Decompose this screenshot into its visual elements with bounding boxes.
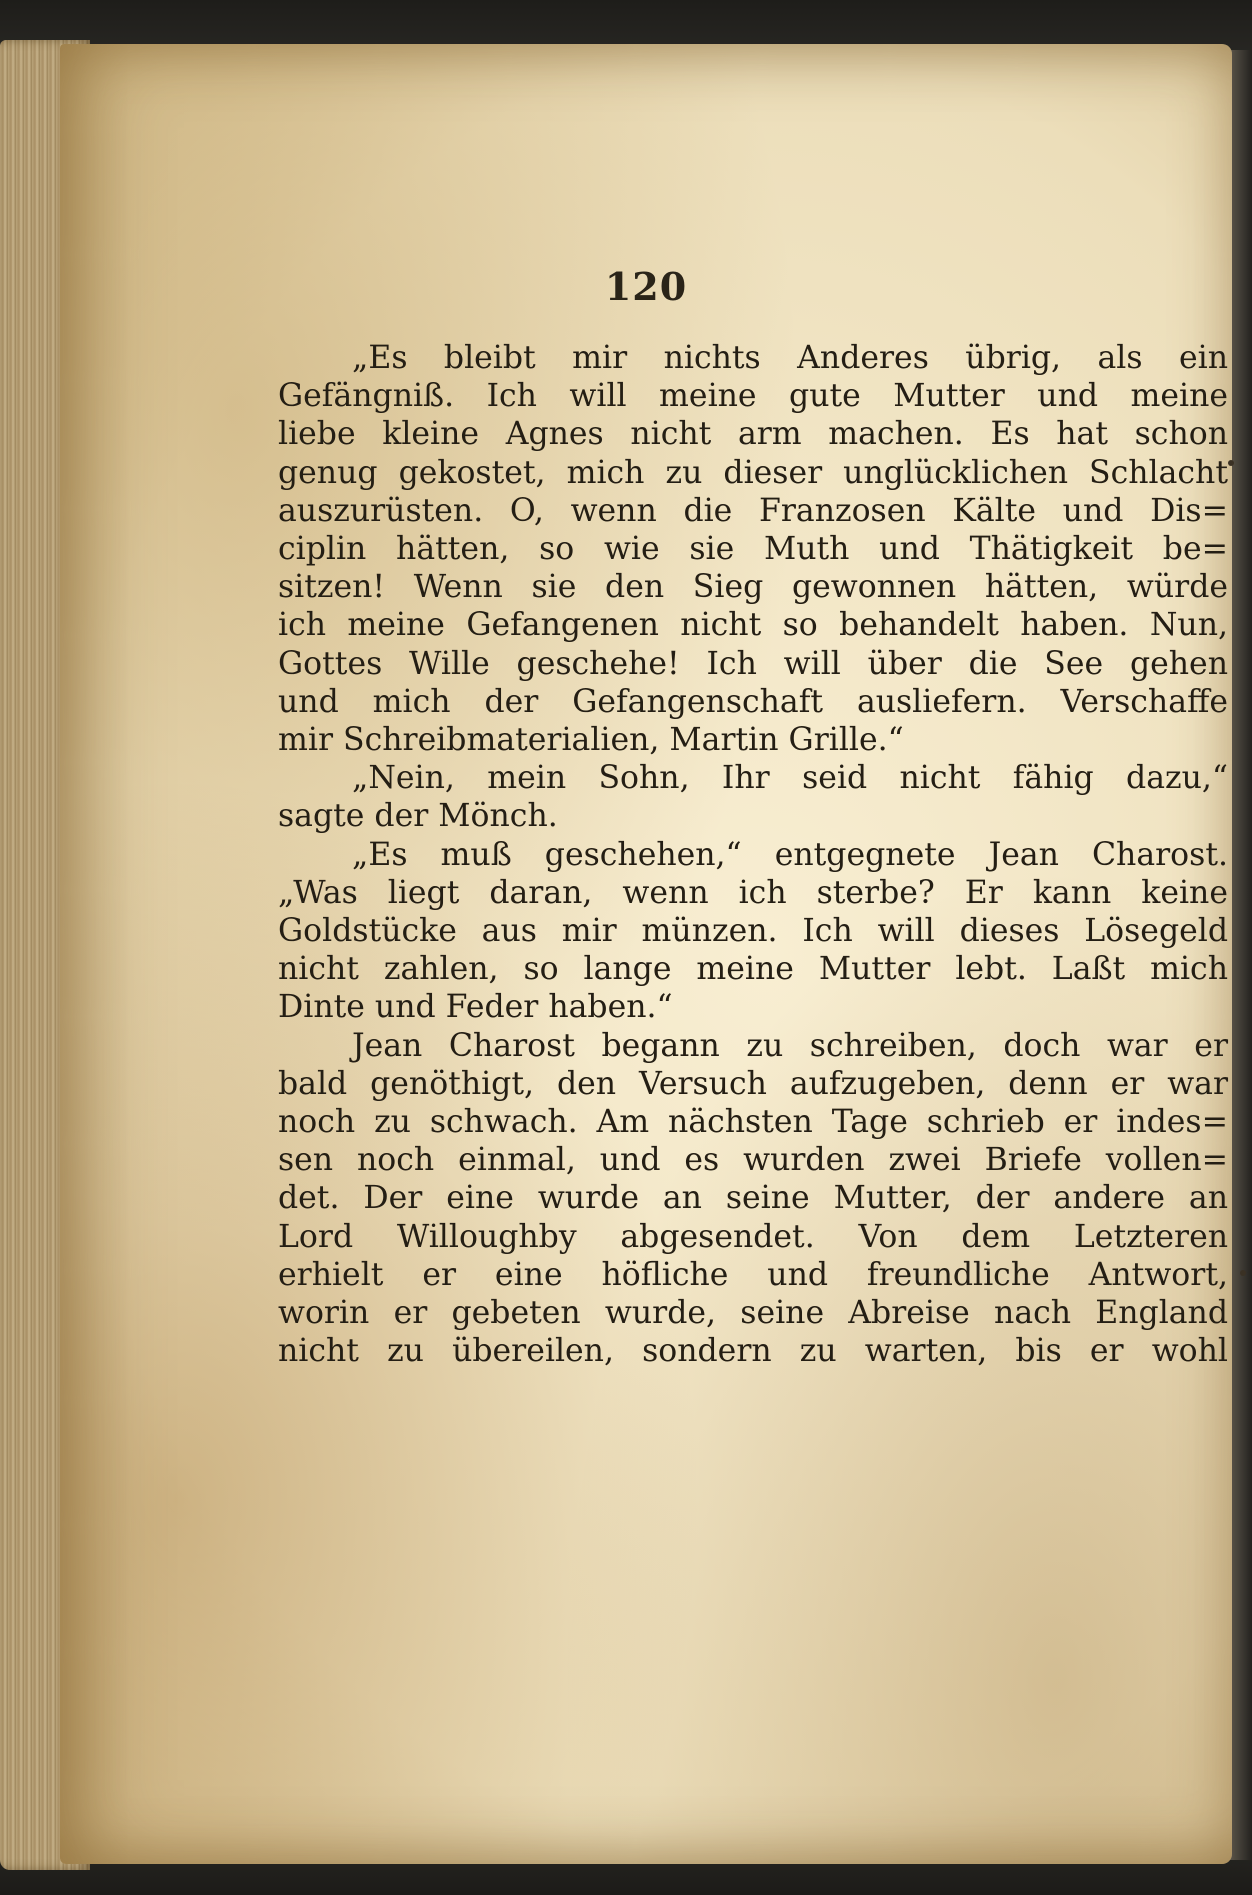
text-line: nicht zu übereilen, sondern zu warten, bis er wohl	[278, 1333, 1228, 1370]
text-line: nicht zahlen, so lange meine Mutter lebt. Laßt mich	[278, 951, 1228, 988]
text-line: auszurüsten. O, wenn die Franzosen Kälte und Dis=	[278, 492, 1228, 529]
text-line: sen noch einmal, und es wurden zwei Briefe vollen=	[278, 1142, 1228, 1179]
book-page	[60, 44, 1232, 1864]
text-line: det. Der eine wurde an seine Mutter, der andere an	[278, 1180, 1228, 1217]
ink-speck	[1240, 1270, 1246, 1276]
text-line: sitzen! Wenn sie den Sieg gewonnen hätten, würde	[278, 569, 1228, 606]
text-line: Goldstücke aus mir münzen. Ich will dieses Lösegeld	[278, 913, 1228, 950]
text-line: Gottes Wille geschehe! Ich will über die See gehen	[278, 645, 1228, 682]
text-line: liebe kleine Agnes nicht arm machen. Es hat schon	[278, 416, 1228, 453]
text-line: Dinte und Feder haben.“	[278, 989, 673, 1026]
body-text	[278, 339, 1228, 1370]
text-line: sagte der Mönch.	[278, 798, 558, 835]
text-line: bald genöthigt, den Versuch aufzugeben, denn er war	[278, 1065, 1228, 1102]
page-number: 120	[604, 264, 688, 309]
text-line: Lord Willoughby abgesendet. Von dem Letzteren	[278, 1218, 1228, 1255]
text-line: „Nein, mein Sohn, Ihr seid nicht fähig dazu,“	[352, 760, 1228, 797]
text-line: ciplin hätten, so wie sie Muth und Thätigkeit be=	[278, 531, 1228, 568]
text-line: worin er gebeten wurde, seine Abreise nach England	[278, 1295, 1228, 1332]
text-line: „Es muß geschehen,“ entgegnete Jean Charost.	[352, 836, 1228, 873]
text-line: erhielt er eine höfliche und freundliche Antwort,	[278, 1256, 1228, 1293]
text-line: Jean Charost begann zu schreiben, doch war er	[352, 1027, 1228, 1064]
text-line: und mich der Gefangenschaft ausliefern. Verschaffe	[278, 683, 1228, 720]
text-line: mir Schreibmaterialien, Martin Grille.“	[278, 722, 904, 759]
text-line: genug gekostet, mich zu dieser unglücklichen Schlacht	[278, 454, 1228, 491]
text-line: „Es bleibt mir nichts Anderes übrig, als ein	[352, 340, 1228, 376]
text-line: Gefängniß. Ich will meine gute Mutter und meine	[278, 378, 1228, 415]
cover-edge	[1230, 50, 1252, 1860]
text-line: ich meine Gefangenen nicht so behandelt haben. Nun,	[278, 607, 1228, 644]
text-line: noch zu schwach. Am nächsten Tage schrieb er indes=	[278, 1104, 1228, 1141]
text-line: „Was liegt daran, wenn ich sterbe? Er kann keine	[278, 874, 1228, 911]
ink-speck	[1228, 460, 1234, 466]
